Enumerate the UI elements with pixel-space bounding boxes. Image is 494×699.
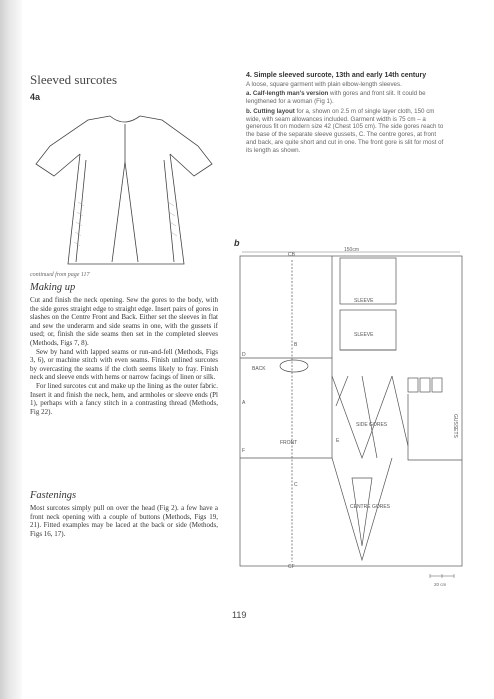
page-number: 119 bbox=[232, 610, 247, 620]
scale-label: 20 cm bbox=[434, 582, 447, 587]
figure-para-a bbox=[246, 90, 446, 106]
making-up-paragraph: For lined surcotes cut and make up the lining as the outer fabric. Insert it and finish the neck, hem, and armholes or sleeve ends (Pl 1), perhaps with a fancy stitch in a contrasting thread (Methods, Fig 22). bbox=[30, 381, 218, 416]
label-side-gores: SIDE GORES bbox=[356, 422, 388, 428]
label-c: C bbox=[294, 482, 298, 488]
making-up-heading: Making up bbox=[30, 282, 76, 293]
figure-b-label: b bbox=[234, 238, 240, 248]
section-title: Sleeved surcotes bbox=[30, 72, 118, 87]
scan-shadow-edge bbox=[0, 0, 22, 699]
fastenings-paragraph: Most surcotes simply pull on over the head (Fig 2). a few have a front neck opening with a couple of buttons (Methods, Figs 19, 21). Fitted examples may be laced at the back or side (Methods, Figs 16, 17). bbox=[30, 504, 218, 538]
figure-a-label: 4a bbox=[30, 92, 41, 102]
para-b-text: for a, shown on 2.5 m of single layer cloth, 150 cm wide, with seam allowances included. Garment width is 75 cm – a generous fit on modern size 42 (Chest 105 cm). The side gores reach to the base of the separate sleeve gussets, C. The centre gores, at front and back, are quite short and cut in one. The front gore is slit for most of its length as shown. bbox=[246, 107, 444, 154]
making-up-body bbox=[30, 296, 218, 416]
making-up-paragraph: Sew by hand with lapped seams or run-and-fell (Methods, Figs 3, 6), or machine stitch with even seams. Finish unlined surcotes by overcasting the seams if the cloth seems likely to fray. Finish neck and sleeve ends with hems or narrow facings of linen or silk. bbox=[30, 347, 218, 382]
figure-para-b bbox=[246, 108, 446, 155]
label-a: A bbox=[242, 400, 246, 406]
para-b-lead: b. Cutting layout bbox=[246, 107, 295, 115]
cloth-width-label: 150cm bbox=[344, 247, 360, 253]
label-centre-gores: CENTRE GORES bbox=[350, 504, 391, 510]
continuation-caption: continued from page 117 bbox=[30, 272, 90, 278]
para-a-lead: a. Calf-length man's version bbox=[246, 90, 329, 98]
making-up-paragraph: Cut and finish the neck opening. Sew the gores to the body, with the side gores straight edge to straight edge. Insert pairs of gores in slashes on the Centre Front and Back. Either set the sleeves in flat and sew the underarm and side seams in one, with the gussets if used; or, finish the side seams then set in the completed sleeves (Methods, Figs 7, 8). bbox=[30, 296, 218, 347]
figure-heading: 4. Simple sleeved surcote, 13th and early 14th century bbox=[246, 72, 427, 79]
label-back: BACK bbox=[252, 366, 266, 372]
label-gussets: GUSSETS bbox=[452, 414, 458, 438]
fastenings-heading: Fastenings bbox=[30, 490, 77, 501]
fastenings-body bbox=[30, 504, 218, 538]
figure-description bbox=[246, 72, 446, 157]
label-e: E bbox=[336, 438, 340, 444]
label-cb: CB bbox=[288, 252, 295, 258]
label-b: B bbox=[294, 342, 298, 348]
label-sleeve-2: SLEEVE bbox=[354, 332, 374, 338]
surcote-illustration bbox=[28, 102, 223, 272]
label-cf: CF bbox=[288, 564, 295, 570]
label-sleeve-1: SLEEVE bbox=[354, 298, 374, 304]
label-d: D bbox=[242, 352, 246, 358]
label-front: FRONT bbox=[280, 440, 298, 446]
figure-intro: A loose, square garment with plain elbow-length sleeves. bbox=[246, 80, 402, 88]
cutting-layout-diagram bbox=[232, 246, 472, 594]
para-a-text: with gores and front slit. It could be lengthened for a woman (Fig 1). bbox=[246, 90, 426, 106]
label-f: F bbox=[242, 448, 246, 454]
